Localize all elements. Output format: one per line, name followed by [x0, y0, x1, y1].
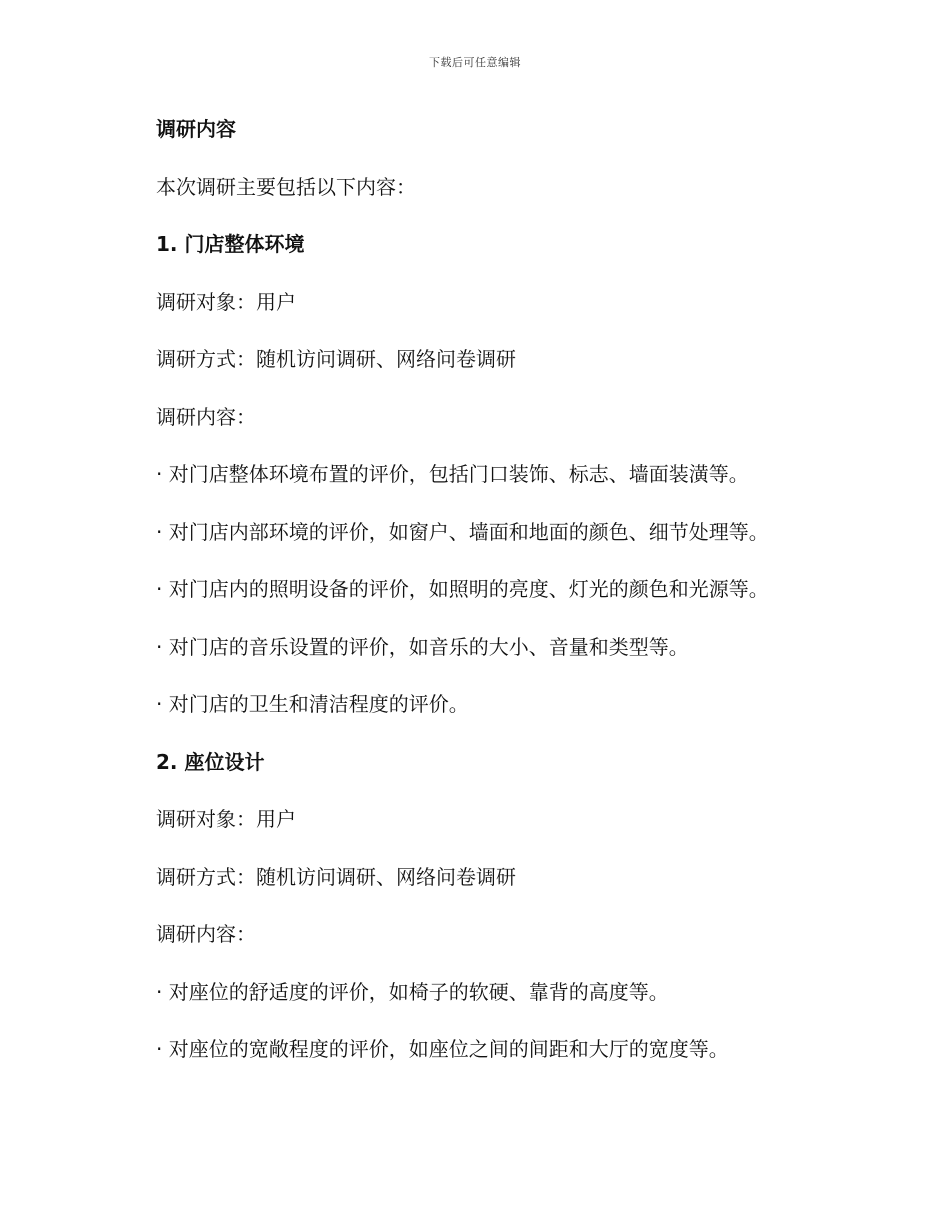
- intro-text: 本次调研主要包括以下内容：: [156, 174, 416, 199]
- section-heading: 1. 门店整体环境: [156, 232, 305, 256]
- research-target: 调研对象：用户: [156, 289, 296, 314]
- document-body: [156, 112, 836, 1090]
- bullet-item: · 对座位的宽敞程度的评价，如座位之间的间距和大厅的宽度等。: [156, 1037, 729, 1061]
- research-method: 调研方式：随机访问调研、网络问卷调研: [156, 864, 516, 889]
- document-title: 调研内容: [156, 117, 236, 141]
- research-method: 调研方式：随机访问调研、网络问卷调研: [156, 347, 516, 371]
- bullet-item: · 对门店内的照明设备的评价，如照明的亮度、灯光的颜色和光源等。: [156, 577, 769, 601]
- research-content-label: 调研内容：: [156, 922, 256, 946]
- research-content-label: 调研内容：: [156, 404, 256, 429]
- research-target: 调研对象：用户: [156, 807, 296, 831]
- section-seat-design: [156, 745, 836, 1090]
- bullet-item: · 对门店的卫生和清洁程度的评价。: [156, 692, 469, 716]
- bullet-item: · 对门店的音乐设置的评价，如音乐的大小、音量和类型等。: [156, 634, 689, 659]
- section-store-environment: [156, 227, 836, 745]
- bullet-item: · 对门店整体环境布置的评价，包括门口装饰、标志、墙面装潢等。: [156, 462, 749, 486]
- section-heading: 2. 座位设计: [156, 749, 265, 774]
- page-header-note: 下载后可任意编辑: [429, 56, 521, 69]
- bullet-item: · 对门店内部环境的评价，如窗户、墙面和地面的颜色、细节处理等。: [156, 519, 769, 544]
- bullet-item: · 对座位的舒适度的评价，如椅子的软硬、靠背的高度等。: [156, 979, 669, 1004]
